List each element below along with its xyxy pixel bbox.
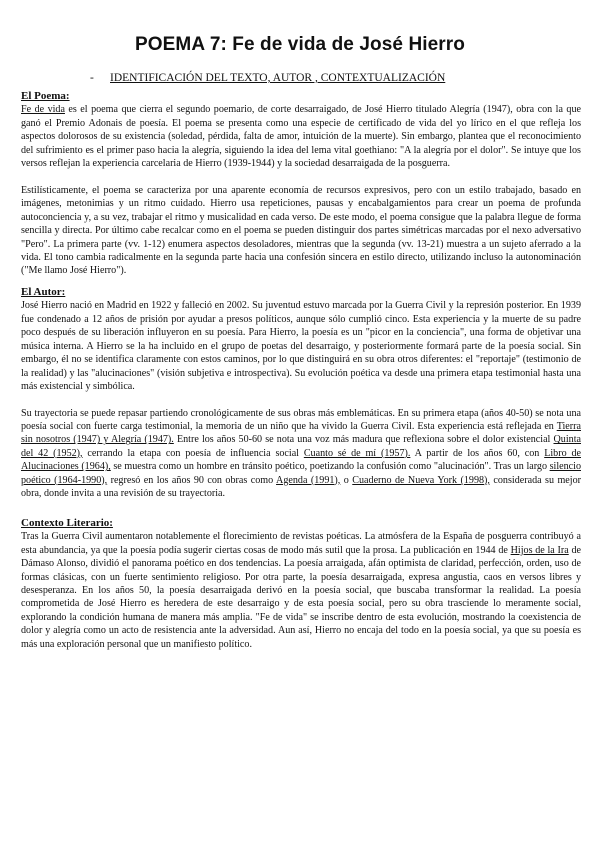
text-run: se muestra como un hombre en tránsito poético, poetizando la confusión como "alucinación". Tras un largo <box>110 461 550 473</box>
page-title: POEMA 7: Fe de vida de José Hierro <box>134 34 466 55</box>
work-title: Agenda (1991), <box>276 474 341 486</box>
text-run: regresó en los años 90 con obras como <box>107 474 277 486</box>
work-title: Quinta del 42 (1952), <box>21 434 581 459</box>
section-spacer <box>21 509 581 517</box>
work-title: Libro de Alucinaciones (1964), <box>21 447 581 473</box>
text-run: Su trayectoria se puede repasar partiendo cronológicamente de sus obras más emblemáticas. En su primera etapa (años 40-50) se nota una poesía social con fuerte carga testimonial, la memoria de un niño que ha vivido la Guerra Civil. Esta experiencia está reflejada en <box>21 407 581 432</box>
autor-paragraph-1: José Hierro nació en Madrid en 1922 y falleció en 2002. Su juventud estuvo marcada por la Guerra Civil y la represión posterior. En 1939 fue condenado a 12 años de prisión por ayudar a presos políticos, aunque sólo cumplió cinco. Esta experiencia y la muerte de su padre poco después de su liberación influyeron en su poesía. Para Hierro, la poesía es un "picor en la conciencia", una forma de objetivar una música interna. A Hierro se la ha incluido en el grupo de poetas del desarraigo, y posteriormente formará parte de la poesía social. Sin embargo, él no se identifica claramente con estos caminos, por lo que distinguirá en su obra otros diferentes: el "reportaje" (testimonio de la realidad) y las "alucinaciones" (visión subjetiva e introspectiva). Su evolución poética va desde una primera etapa testimonial hasta una más existencial y simbólica. <box>21 300 581 393</box>
section-subheading <box>90 72 570 84</box>
text-run: Tras la Guerra Civil aumentaron notablemente el florecimiento de revistas poéticas. La atmósfera de la España de posguerra contribuyó a esta abundancia, ya que la poesía podía sugerir ciertas cosas de modo más sutil que la prosa. La publicación en 1944 de <box>21 531 581 556</box>
work-title: Tierra sin nosotros (1947) y Alegría (1947). <box>21 420 581 446</box>
contexto-paragraph-1 <box>21 530 581 651</box>
subheading-text: IDENTIFICACIÓN DEL TEXTO, AUTOR , CONTEXTUALIZACIÓN <box>110 72 446 84</box>
heading-poema: El Poema: <box>21 90 70 102</box>
heading-contexto: Contexto Literario: <box>21 516 113 529</box>
section-spacer <box>21 278 581 286</box>
poem-title-link: Fe de vida <box>21 104 65 116</box>
bullet-dash: - <box>90 72 94 84</box>
text-run: A partir de los años 60, con <box>410 447 545 459</box>
paragraph-spacer <box>21 394 581 407</box>
text-run: cerrando la etapa con poesía de influencia social <box>82 447 304 459</box>
work-title: Hijos de la Ira <box>510 544 569 556</box>
work-title: Cuanto sé de mí (1957). <box>303 447 411 459</box>
poema-paragraph-1 <box>21 103 581 170</box>
text-run: es el poema que cierra el segundo poemario, de corte desarraigado, de José Hierro titulado Alegría (1947), obra con la que ganó el Premio Adonais de poesía. El poema se presenta como una especie de certificado de vida del yo lírico en el que refleja los aspectos dolorosos de su existencia (soledad, pérdida, falta de amor, intuición de la muerte). Sin embargo, plantea que el reconocimiento del sufrimiento es el primer paso hacia la alegría, siguiendo la idea del lema vital goethiano: "A la alegría por el dolor". Se intuye que los versos reflejan la experiencia carcelaria de Hierro (1939-1944) y la sociedad desarraigada de la posguerra. <box>21 104 581 170</box>
heading-autor: El Autor: <box>21 285 66 298</box>
document-body <box>21 90 581 651</box>
text-run: considerada su mejor obra, donde invita a una revisión de su trayectoria. <box>21 474 582 500</box>
section-spacer <box>21 501 581 509</box>
work-title: Cuaderno de Nueva York (1998), <box>352 474 490 486</box>
autor-paragraph-2 <box>21 407 581 501</box>
text-run: Entre los años 50-60 se nota una voz más madura que reflexiona sobre el dolor existencial <box>173 434 554 446</box>
poema-paragraph-2: Estilísticamente, el poema se caracteriza por una aparente economía de recursos expresivos, pero con un estilo trabajado, basado en imágenes, metonimias y un ritmo cuidado. Hierro usa repeticiones, pausas y encabalgamientos para crear un poema de profunda autoconciencia y, a su vez, trabajar el ritmo y musicalidad en cada verso. De este modo, el poema consigue que la palabra llegue de forma sencilla y directa. Por último cabe recalcar como en el poema se pueden distinguir dos partes simétricas marcadas por el nexo adversativo "Pero". La primera parte (vv. 1-12) enumera aspectos desoladores, mientras que la segunda (vv. 13-21) muestra a un sujeto aferrado a la vida. El tono cambia radicalmente en la segunda parte hacia una confesión sincera en estilo directo, utilizando incluso la autonominación ("Me llamo José Hierro"). <box>21 184 581 277</box>
text-run: o <box>340 474 353 486</box>
text-run: de Dámaso Alonso, dividió el panorama poético en dos tendencias. La poesía arraigada, afán optimista de claridad, perfección, orden, uso de formas clásicas, con un fuerte sentimiento religioso. Por otra parte, la poesía desarraigada, expresa angustia, caos en versos libres y desesperanza. En los años 50, la poesía desarraigada derivó en la poesía social, que buscaba transformar la realidad. La poesía comprometida de José Hierro es heredera de este desarraigo y de esta poesía social, pero su obra trasciende lo meramente social, explorando la condición humana de manera más amplia. "Fe de vida" se inscribe dentro de esta evolución, mostrando la coexistencia de dolor y alegría como un acto de resistencia ante la adversidad. Aun así, Hierro no encaja del todo en la poesía social, ya que su poesía es más una exploración personal que un manifiesto político. <box>21 544 581 650</box>
paragraph-spacer <box>21 171 581 184</box>
period-label: silencio poético (1964-1990), <box>21 461 581 486</box>
